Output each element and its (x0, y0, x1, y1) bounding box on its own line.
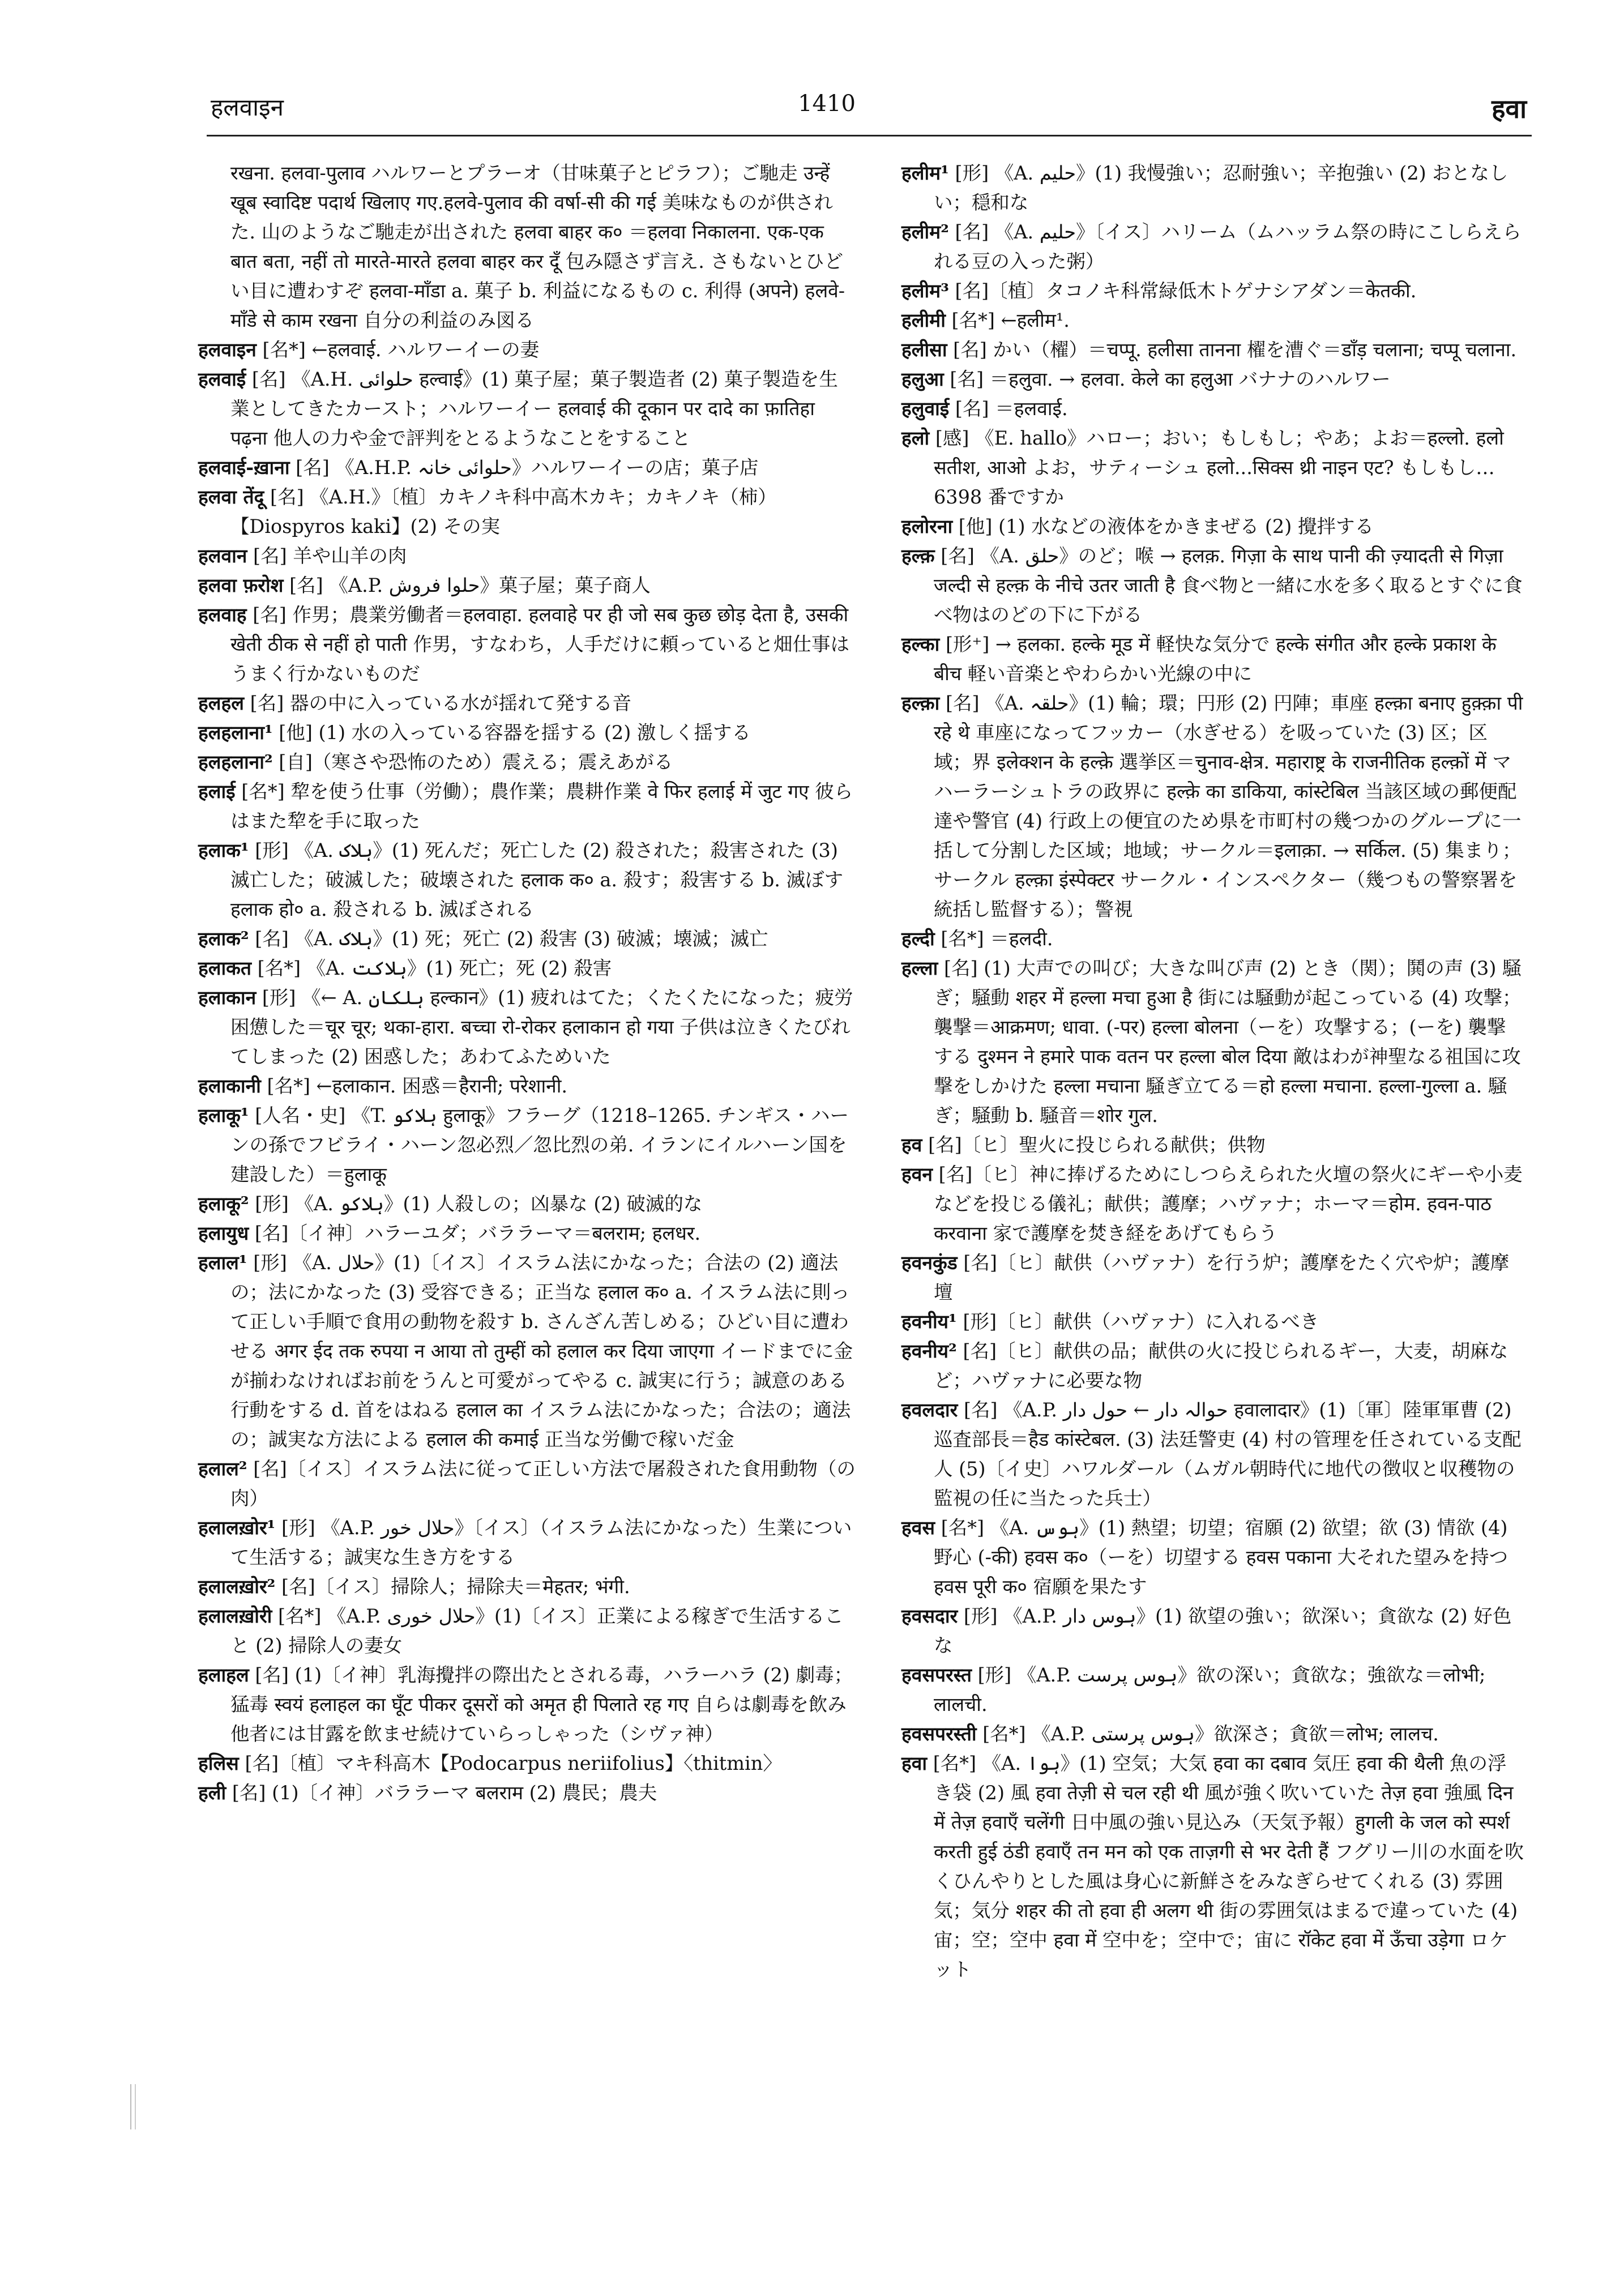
dictionary-entry (901, 541, 1524, 630)
entry-text: रखना. हलवा-पुलाव ハルワーとプラーオ（甘味菓子とピラフ）；ご馳走 उन्हें खूब स्वादिष्ट पदार्थ खिलाए गए.हलवे-पुलाव की वर्षा-सी की गई 美味なものが供された. 山のようなご馳走が出された हलवा बाहर क० ＝हलवा निकालना. एक-एक बात बता, नहीं तो मारते-मारते हलवा बाहर कर दूँ 包み隠さず言え. さもないとひどい目に遭わすぞ हलवा-माँडा a. 菓子 b. 利益になるもの c. 利得 (अपने) हलवे-माँडे से काम रखना 自分の利益のみ図る (230, 162, 845, 331)
dictionary-entry (901, 276, 1524, 306)
entry-text: [名]〔ヒ〕献供（ハヴァナ）を行う炉；護摩をたく穴や炉；護摩壇 (933, 1252, 1510, 1303)
entry-text: [形] 《A.P. ہوس پرست》欲の深い；貪欲な；強欲な＝लोभी; लालची. (933, 1664, 1486, 1715)
right-guide-word: हवा (1491, 93, 1527, 124)
entry-text: [名*] 《A. ہوس》(1) 熱望；切望；宿願 (2) 欲望；欲 (3) 情欲 (4) 野心 (-की) हवस क०（ーを）切望する हवस पकाना 大それた望みを持つ हवस पूरी क० 宿願を果たす (933, 1517, 1508, 1598)
entry-text: [名*] 《A. ہلاکت》(1) 死亡；死 (2) 殺害 (251, 957, 612, 979)
headword: हलवाह (198, 604, 247, 626)
headword: हल्क़ा (901, 692, 940, 714)
headword: हलिस (198, 1752, 239, 1774)
entry-text: [形] 《A. ہلاکو》(1) 人殺しの；凶暴な (2) 破滅的な (249, 1193, 703, 1215)
entry-text: [名*] ←हलीम¹. (945, 309, 1070, 331)
entry-text: [形] 《← A. ہلکان हल्कान》(1) 疲れはてた；くたくたになった；疲労困憊した＝चूर चूर; थका-हारा. बच्चा रो-रोकर हलाकान हो गया 子供は泣きくたびれてしまった (2) 困惑した；あわてふためいた (230, 987, 853, 1068)
entry-text: [名] 《A.P. حوالہ دار ← حول دار हवालादार》(1)〔軍〕陸軍軍曹 (2) 巡査部長＝हैड कांस्टेबल. (3) 法廷警吏 (4) 村の管理を任されている支配人 (5)〔イ史〕ハワルダール（ムガル朝時代に地代の徴収と収穫物の監視の任に当たった兵士） (933, 1399, 1522, 1509)
headword: हलाकू¹ (198, 1104, 249, 1126)
headword: हवनीय¹ (901, 1311, 957, 1333)
entry-text: [名]〔植〕タコノキ科常緑低木トゲナシアダン＝केतकी. (948, 280, 1417, 302)
headword: हवन (901, 1163, 933, 1185)
entry-text: [名] (1)〔イ神〕バララーマ बलराम (2) 農民；農夫 (226, 1782, 657, 1804)
headword: हवसदार (901, 1605, 958, 1627)
entry-text: [名*] ←हलवाई. ハルワーイーの妻 (256, 339, 540, 361)
dictionary-entry (198, 335, 856, 365)
headword: हवनकुंड (901, 1252, 958, 1274)
entry-text: [形] 《A.P. حلال خور》〔イス〕（イスラム法にかなった）生業について生活する；誠実な生き方をする (230, 1517, 852, 1568)
headword: हलवाई (198, 368, 246, 390)
entry-text: [他] (1) 水の入っている容器を揺する (2) 激しく揺する (272, 722, 751, 744)
dictionary-entry (198, 1189, 856, 1219)
entry-text: [名]〔植〕マキ科高木【Podocarpus neriifolius】〈thitmin〉 (238, 1752, 782, 1774)
dictionary-entry (901, 630, 1524, 689)
dictionary-entry (901, 365, 1524, 394)
headword: हवसपरस्त (901, 1664, 972, 1686)
entry-text: [名]〔イ神〕ハラーユダ；バララーマ＝बलराम; हलधर. (249, 1222, 701, 1244)
headword: हलाकू² (198, 1193, 249, 1215)
headword: हल्क़ (901, 545, 935, 567)
headword: हवसपरस्ती (901, 1723, 977, 1745)
entry-text: [形] 《A.P. ہوس دار》(1) 欲望の強い；欲深い；貪欲な (2) 好色な (933, 1605, 1512, 1657)
entry-text: [名]〔ヒ〕献供の品；献供の火に投じられるギー，大麦，胡麻など；ハヴァナに必要な物 (933, 1340, 1508, 1392)
headword: हवस (901, 1517, 935, 1539)
entry-text: [名] (1)〔イ神〕乳海攪拌の際出たとされる毒，ハラーハラ (2) 劇毒；猛毒 स्वयं हलाहल का घूँट पीकर दूसरों को अमृत ही पिलाते रह गए 自らは劇毒を飲み他者には甘露を飲ませ続けていらっしゃった（シヴァ神） (230, 1664, 853, 1745)
dictionary-entry (901, 1307, 1524, 1337)
dictionary-entry (198, 748, 856, 777)
headword: हवनीय² (901, 1340, 957, 1362)
headword: हलाल¹ (198, 1252, 247, 1274)
entry-text: [名]〔ヒ〕神に捧げるためにしつらえられた火壇の祭火にギーや小麦などを投じる儀礼；献供；護摩；ハヴァナ；ホーマ＝होम. हवन-पाठ करवाना 家で護摩を焚き経をあげてもらう (933, 1163, 1523, 1244)
dictionary-entry (901, 335, 1524, 365)
dictionary-entry (901, 1395, 1524, 1513)
dictionary-entry (198, 1778, 856, 1808)
dictionary-entry (901, 1337, 1524, 1395)
entry-text: [形] 《A. حلال》(1)〔イス〕イスラム法にかなった；合法の (2) 適法の；法にかなった (3) 受容できる；正当な हलाल क० a. イスラム法に則って正しい手順で食用の動物を殺す b. さんざん苦しめる；ひどい目に遭わせる अगर ईद तक रुपया न आया तो तुम्हीं को हलाल कर दिया जाएगा イードまでに金が揃わなければお前をうんと可愛がってやる c. 誠実に行う；誠意のある行動をする d. 首をはねる हलाल का イスラム法にかなった；合法の；適法の；誠実な方法による हलाल की कमाई 正当な労働で稼いだ金 (230, 1252, 853, 1450)
entry-text: [形]〔ヒ〕献供（ハヴァナ）に入れるべき (956, 1311, 1319, 1333)
entry-text: [他] (1) 水などの液体をかきまぜる (2) 攪拌する (952, 515, 1374, 537)
dictionary-entry (901, 1130, 1524, 1160)
dictionary-entry (198, 1248, 856, 1454)
headword: हलुवाई (901, 398, 950, 420)
headword: हलवा फ़रोश (198, 574, 284, 596)
entry-text: [名*] 犂を使う仕事（労働）；農作業；農耕作業 वे फिर हलाई में जुट गए 彼らはまた犂を手に取った (230, 780, 853, 832)
headword: हलाक² (198, 928, 249, 950)
dictionary-entry (901, 689, 1524, 924)
entry-text: [名*] ＝हलदी. (934, 928, 1053, 950)
dictionary-entry (198, 1572, 856, 1602)
headword: हवलदार (901, 1399, 958, 1421)
entry-text: [名]〔ヒ〕聖火に投じられる献供；供物 (922, 1134, 1266, 1156)
header-rule (207, 135, 1532, 136)
headword: हलोरना (901, 515, 953, 537)
dictionary-entry (901, 1749, 1524, 1984)
dictionary-entry (901, 1719, 1524, 1749)
dictionary-entry (198, 541, 856, 571)
dictionary-entry (901, 924, 1524, 954)
headword: हलाकान (198, 987, 257, 1009)
entry-text: [形⁺] → हलका. हल्के मूड में 軽快な気分で हल्के संगीत और हल्के प्रकाश के बीच 軽い音楽とやわらかい光線の中に (933, 633, 1497, 685)
dictionary-entry (198, 571, 856, 600)
entry-text: [名] 作男；農業労働者＝हलवाहा. हलवाहे पर ही जो सब कुछ छोड़ देता है, उसकी खेती ठीक से नहीं हो पाती 作男，すなわち，人手だけに頼っていると畑仕事はうまく行かないものだ (230, 604, 850, 685)
headword: हलीम¹ (901, 162, 949, 184)
dictionary-entry (901, 1513, 1524, 1602)
dictionary-entry (901, 1160, 1524, 1248)
dictionary-entry (198, 777, 856, 836)
entry-text: [名] ＝हलुवा. → हलवा. केले का हलुआ バナナのハルワー (943, 368, 1391, 390)
dictionary-entry (198, 689, 856, 718)
headword: हलहलाना² (198, 751, 273, 773)
entry-text: [形] 《A. حلیم》(1) 我慢強い；忍耐強い；辛抱強い (2) おとなしい；穏和な (933, 162, 1508, 214)
headword: हल्दी (901, 928, 935, 950)
headword: हलवान (198, 545, 247, 567)
dictionary-entry (198, 1602, 856, 1661)
dictionary-entry (198, 1454, 856, 1513)
entry-text: [自]（寒さや恐怖のため）震える；震えあがる (272, 751, 673, 773)
headword: हल्का (901, 633, 940, 655)
headword: हलुआ (901, 368, 944, 390)
scan-margin-mark (130, 2084, 136, 2129)
headword: हलाहल (198, 1664, 249, 1686)
entry-text: [名*] 《A.P. ہوس پرستی》欲深さ；貪欲＝लोभ; लालच. (976, 1723, 1439, 1745)
headword: हलायुध (198, 1222, 249, 1244)
dictionary-entry (198, 1749, 856, 1778)
entry-text: [名] 《A.H.》〔植〕カキノキ科中高木カキ；カキノキ（柿）【Diospyros kaki】(2) その実 (230, 486, 777, 537)
headword: हलीमी (901, 309, 946, 331)
headword: हवा (901, 1752, 928, 1774)
headword: हलहल (198, 692, 245, 714)
headword: हलवाई-ख़ाना (198, 456, 290, 479)
entry-continuation (198, 159, 856, 335)
dictionary-entry (198, 1101, 856, 1189)
dictionary-entry (198, 1513, 856, 1572)
dictionary-entry (198, 483, 856, 541)
dictionary-entry (901, 512, 1524, 541)
entry-text: [名*] ←हलाकान. 困惑＝हैरानी; परेशानी. (260, 1075, 568, 1097)
entry-text: [名]〔イス〕掃除人；掃除夫＝मेहतर; भंगी. (275, 1576, 630, 1598)
headword: हलाल² (198, 1458, 247, 1480)
dictionary-entry (198, 600, 856, 689)
headword: हलाकानी (198, 1075, 261, 1097)
entry-text: [名] ＝हलवाई. (949, 398, 1068, 420)
headword: हलवा तेंदू (198, 486, 264, 508)
right-column (901, 159, 1524, 1984)
entry-text: [名*] 《A.P. حلال خوری》(1)〔イス〕正業による稼ぎで生活すること (2) 掃除人の妻女 (230, 1605, 844, 1657)
entry-text: [名] 器の中に入っている水が揺れて発する音 (244, 692, 631, 714)
headword: हलालख़ोरी (198, 1605, 272, 1627)
entry-text: [名] 《A. حلیم》〔イス〕ハリーム（ムハッラム祭の時にこしらえられる豆の入った粥） (933, 221, 1522, 272)
entry-text: [名] かい（櫂）＝चप्पू. हलीसा तानना 櫂を漕ぐ＝डाँड़ चलाना; चप्पू चलाना. (947, 339, 1517, 361)
entry-text: [感] 《E. hallo》ハロー；おい；もしもし；やあ；よお＝हल्लो. हलो सतीश, आओ よお，サティーシュ हलो...सिक्स थ्री नाइन एट? もしもし… 6398 番ですか (929, 427, 1504, 508)
entry-text: [名] 《A.H. حلوائی हल्वाई》(1) 菓子屋；菓子製造者 (2) 菓子製造を生業としてきたカースト；ハルワーイー हलवाई की दूकान पर दादे का फ़ातिहा पढ़ना 他人の力や金で評判をとるようなことをすること (230, 368, 838, 449)
entry-text: [名] 羊や山羊の肉 (247, 545, 407, 567)
dictionary-entry (198, 453, 856, 483)
dictionary-entry (198, 1072, 856, 1101)
entry-text: [名] 《A.H.P. حلوائی خانہ》ハルワーイーの店；菓子店 (289, 456, 759, 479)
headword: हलालख़ोर² (198, 1576, 276, 1598)
dictionary-entry (901, 306, 1524, 335)
dictionary-entry (198, 924, 856, 954)
dictionary-entry (901, 1661, 1524, 1719)
headword: हलाई (198, 780, 236, 803)
page-number: 1410 (798, 91, 856, 117)
entry-text: [人名・史] 《T. ہلاکو हुलाकू》フラーグ（1218–1265. チンギス・ハーンの孫でフビライ・ハーン忽必烈／忽比烈の弟. イランにイルハーン国を建設した）＝हुलाकू (230, 1104, 849, 1185)
headword: हलवाइन (198, 339, 257, 361)
entry-text: [名]〔イス〕イスラム法に従って正しい方法で屠殺された食用動物（の肉） (230, 1458, 856, 1509)
dictionary-entry (198, 365, 856, 453)
dictionary-entry (198, 983, 856, 1072)
headword: हलालख़ोर¹ (198, 1517, 276, 1539)
entry-text: [形] 《A. ہلاک》(1) 死んだ；死亡した (2) 殺された；殺害された (3) 滅亡した；破滅した；破壊された हलाक क० a. 殺す；殺害する b. 滅ぼす हलाक हो० a. 殺される b. 滅ぼされる (230, 839, 844, 920)
dictionary-entry (198, 954, 856, 983)
left-guide-word: हलवाइन (211, 93, 284, 121)
dictionary-entry (901, 954, 1524, 1130)
dictionary-entry (198, 718, 856, 748)
dictionary-entry (901, 1248, 1524, 1307)
dictionary-entry (198, 836, 856, 924)
headword: हलाक¹ (198, 839, 249, 861)
entry-text: [名] 《A. حلق》のど；喉 → हलक़. गिज़ा के साथ पानी की ज़्यादती से गिज़ा जल्दी से हल्क़ के नीचे उतर जाती है 食べ物と一緒に水を多く取るとすぐに食べ物はのどの下に下がる (933, 545, 1523, 626)
headword: हलाकत (198, 957, 252, 979)
dictionary-entry (901, 394, 1524, 424)
left-column (198, 159, 856, 1808)
headword: हलीम² (901, 221, 949, 243)
entry-text: [名*] 《A. ہوا》(1) 空気；大気 हवा का दबाव 気圧 हवा की थैली 魚の浮き袋 (2) 風 हवा तेज़ी से चल रही थी 風が強く吹いていた तेज़ हवा 強風 दिन में तेज़ हवाएँ चलेंगी 日中風の強い見込み（天気予報）हुगली के जल को स्पर्श करती हुई ठंडी हवाएँ तन मन को एक ताज़गी से भर देती हैं フグリー川の水面を吹くひんやりとした風は身心に新鮮さをみなぎらせてくれる (3) 雰囲気；気分 शहर की तो हवा ही अलग थी 街の雰囲気はまるで違っていた (4) 宙；空；空中 हवा में 空中を；空中で；宙に रॉकेट हवा में ऊँचा उड़ेगा ロケット (927, 1752, 1524, 1981)
headword: हव (901, 1134, 922, 1156)
headword: हलीसा (901, 339, 947, 361)
dictionary-entry (901, 159, 1524, 217)
headword: हलहलाना¹ (198, 722, 273, 744)
dictionary-entry (901, 1602, 1524, 1661)
entry-text: [名] (1) 大声での叫び；大きな叫び声 (2) とき（関）；鬨の声 (3) 騒ぎ；騒動 शहर में हल्ला मचा हुआ है 街には騒動が起こっている (4) 攻撃；襲撃＝आक्रमण; धावा. (-पर) हल्ला बोलना（ーを）攻撃する；(ーを) 襲撃する दुश्मन ने हमारे पाक वतन पर हल्ला बोल दिया 敵はわが神聖なる祖国に攻撃をしかけた हल्ला मचाना 騒ぎ立てる＝हो हल्ला मचाना. हल्ला-गुल्ला a. 騒ぎ；騒動 b. 騒音＝शोर गुल. (933, 957, 1522, 1126)
dictionary-entry (901, 424, 1524, 512)
headword: हल्ला (901, 957, 938, 979)
entry-text: [名] 《A. ہلاک》(1) 死；死亡 (2) 殺害 (3) 破滅；壊滅；滅亡 (249, 928, 768, 950)
headword: हलीम³ (901, 280, 949, 302)
dictionary-entry (198, 1219, 856, 1248)
headword: हलो (901, 427, 930, 449)
headword: हली (198, 1782, 226, 1804)
entry-text: [名] 《A. حلقہ》(1) 輪；環；円形 (2) 円陣；車座 हल्क़ा बनाए हुक़्क़ा पी रहे थे 車座になってフッカー（水ぎせる）を吸っていた (3) 区；区域；界 इलेक्शन के हल्क़े 選挙区＝चुनाव-क्षेत्र. महाराष्ट्र के राजनीतिक हल्क़ों में マハーラーシュトラの政界に हल्क़े का डाकिया, कांस्टेबिल 当該区域の郵便配達や警官 (4) 行政上の便宜のため県を市町村の幾つかのグループに一括して分割した区域；地域；サークル＝इलाक़ा. → सर्किल. (5) 集まり；サークル हल्क़ा इंस्पेक्टर サークル・インスペクター（幾つもの警察署を統括し監督する）；警視 (933, 692, 1523, 920)
dictionary-entry (198, 1661, 856, 1749)
dictionary-entry (901, 217, 1524, 276)
entry-text: [名] 《A.P. حلوا فروش》菓子屋；菓子商人 (283, 574, 651, 596)
